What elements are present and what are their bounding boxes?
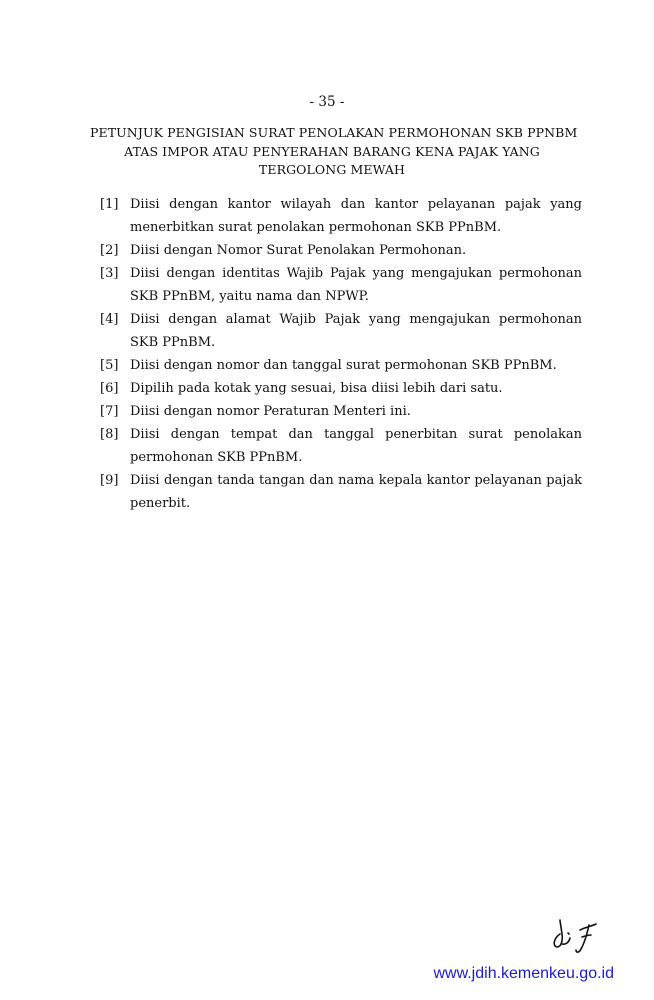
item-number: [9] bbox=[100, 473, 119, 488]
item-text: Diisi dengan identitas Wajib Pajak yang mengajukan permohonan SKB PPnBM, yaitu nama dan NPWP. bbox=[130, 266, 582, 304]
item-number: [4] bbox=[100, 312, 119, 327]
list-item bbox=[100, 400, 582, 423]
list-item bbox=[100, 354, 582, 377]
list-item bbox=[100, 308, 582, 354]
page-number: - 35 - bbox=[309, 94, 345, 110]
item-number: [3] bbox=[100, 266, 119, 281]
list-item bbox=[100, 469, 582, 515]
instruction-list bbox=[100, 193, 582, 515]
item-number: [2] bbox=[100, 243, 119, 258]
item-text: Diisi dengan tempat dan tanggal penerbitan surat penolakan permohonan SKB PPnBM. bbox=[130, 427, 582, 465]
title-line-3: TERGOLONG MEWAH bbox=[258, 162, 406, 177]
item-text: Diisi dengan alamat Wajib Pajak yang mengajukan permohonan SKB PPnBM. bbox=[130, 312, 582, 350]
item-text: Diisi dengan kantor wilayah dan kantor pelayanan pajak yang menerbitkan surat penolakan permohonan SKB PPnBM. bbox=[130, 197, 582, 235]
item-text: Diisi dengan Nomor Surat Penolakan Permohonan. bbox=[130, 243, 467, 258]
title-line-1: PETUNJUK PENGISIAN SURAT PENOLAKAN PERMOHONAN SKB PPNBM bbox=[90, 125, 578, 140]
item-number: [7] bbox=[100, 404, 119, 419]
list-item bbox=[100, 239, 582, 262]
handwritten-initials-icon bbox=[546, 916, 616, 956]
footer-url-link[interactable]: www.jdih.kemenkeu.go.id bbox=[433, 965, 614, 982]
item-number: [1] bbox=[100, 197, 119, 212]
item-number: [6] bbox=[100, 381, 119, 396]
document-title bbox=[90, 124, 578, 180]
list-item bbox=[100, 377, 582, 400]
item-text: Dipilih pada kotak yang sesuai, bisa diisi lebih dari satu. bbox=[130, 381, 503, 396]
list-item bbox=[100, 423, 582, 469]
item-text: Diisi dengan tanda tangan dan nama kepala kantor pelayanan pajak penerbit. bbox=[130, 473, 582, 511]
item-number: [8] bbox=[100, 427, 119, 442]
item-text: Diisi dengan nomor dan tanggal surat permohonan SKB PPnBM. bbox=[130, 358, 557, 373]
item-text: Diisi dengan nomor Peraturan Menteri ini. bbox=[130, 404, 411, 419]
title-line-2: ATAS IMPOR ATAU PENYERAHAN BARANG KENA PAJAK YANG bbox=[124, 143, 540, 159]
list-item bbox=[100, 193, 582, 239]
item-number: [5] bbox=[100, 358, 119, 373]
list-item bbox=[100, 262, 582, 308]
